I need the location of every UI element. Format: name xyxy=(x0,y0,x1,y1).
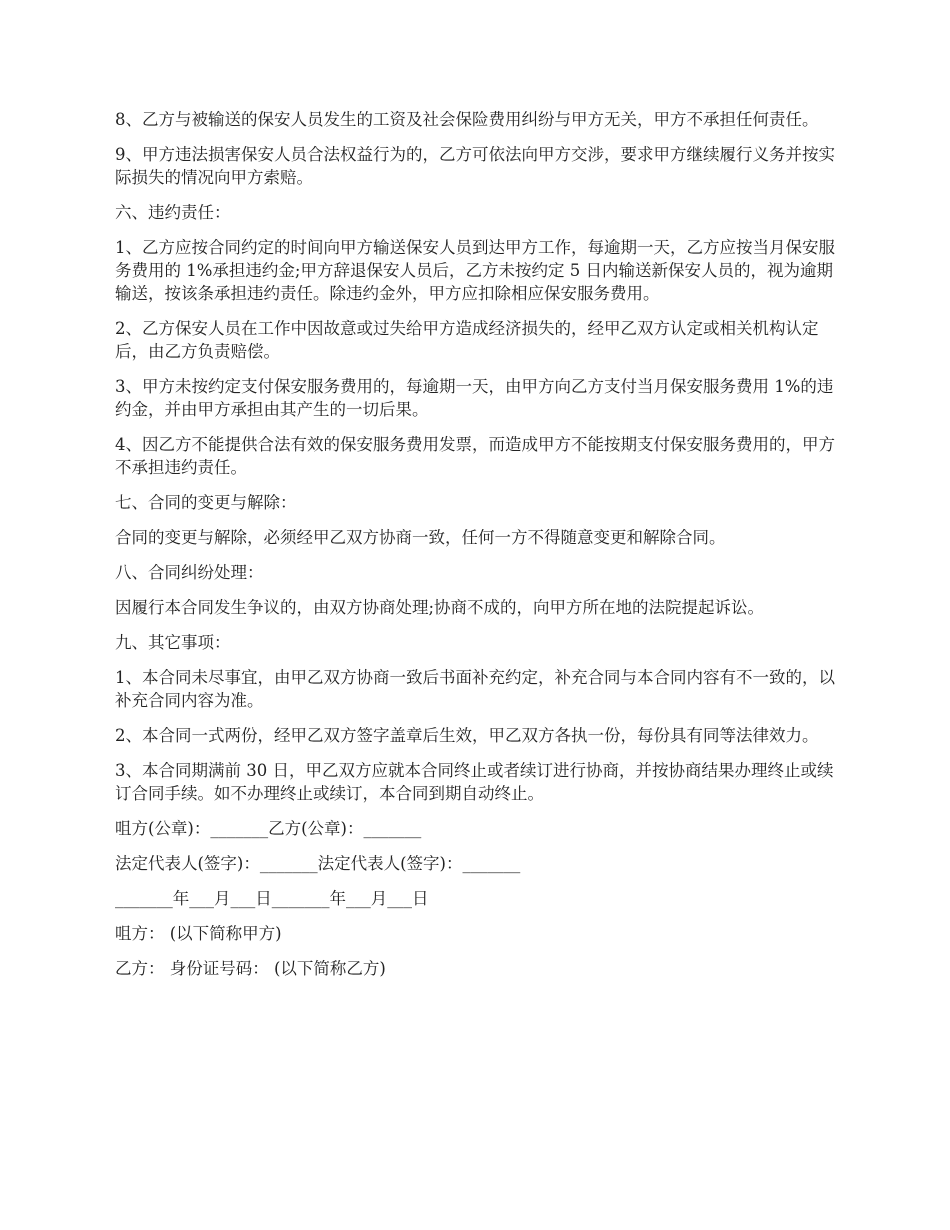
breach-clause-2: 2、乙方保安人员在工作中因故意或过失给甲方造成经济损失的，经甲乙双方认定或相关机构认定后，由乙方负责赔偿。 xyxy=(115,319,819,361)
clause-9: 9、甲方违法损害保安人员合法权益行为的，乙方可依法向甲方交涉，要求甲方继续履行义务并按实际损失的情况向甲方索赔。 xyxy=(115,145,835,187)
breach-clause-1: 1、乙方应按合同约定的时间向甲方输送保安人员到达甲方工作，每逾期一天，乙方应按当月保安服务费用的 1%承担违约金;甲方辞退保安人员后，乙方未按约定 5 日内输送新保安人员的，视为逾期输送，按该条承担违约责任。除违约金外，甲方应扣除相应保安服务费用。 xyxy=(115,238,835,303)
party-b-line: 乙方： 身份证号码： (以下简称乙方) xyxy=(115,959,386,978)
signature-date-line: _______年___月___日_______年___月___日 xyxy=(115,889,429,908)
breach-clause-3: 3、甲方未按约定支付保安服务费用的，每逾期一天，由甲方向乙方支付当月保安服务费用 1%的违约金，并由甲方承担由其产生的一切后果。 xyxy=(115,377,834,419)
signature-representative-line: 法定代表人(签字)：_______法定代表人(签字)：_______ xyxy=(115,854,521,873)
document-body xyxy=(115,108,837,992)
section-heading-change: 七、合同的变更与解除： xyxy=(115,493,297,512)
clause-8: 8、乙方与被输送的保安人员发生的工资及社会保险费用纠纷与甲方无关，甲方不承担任何责任。 xyxy=(115,110,819,129)
other-clause-3: 3、本合同期满前 30 日，甲乙双方应就本合同终止或者续订进行协商，并按协商结果办理终止或续订合同手续。如不办理终止或续订，本合同到期自动终止。 xyxy=(115,761,834,803)
breach-clause-4: 4、因乙方不能提供合法有效的保安服务费用发票，而造成甲方不能按期支付保安服务费用的，甲方不承担违约责任。 xyxy=(115,435,835,477)
party-a-line: 咀方： (以下简称甲方) xyxy=(115,924,282,943)
change-clause: 合同的变更与解除，必须经甲乙双方协商一致，任何一方不得随意变更和解除合同。 xyxy=(115,528,726,547)
section-heading-other: 九、其它事项： xyxy=(115,633,231,652)
section-heading-dispute: 八、合同纠纷处理： xyxy=(115,563,264,582)
dispute-clause: 因履行本合同发生争议的，由双方协商处理;协商不成的，向甲方所在地的法院提起诉讼。 xyxy=(115,598,765,617)
signature-seal-line: 咀方(公章)：_______乙方(公章)：_______ xyxy=(115,819,422,838)
other-clause-1: 1、本合同未尽事宜，由甲乙双方协商一致后书面补充约定，补充合同与本合同内容有不一致的，以补充合同内容为准。 xyxy=(115,668,835,710)
section-heading-breach: 六、违约责任： xyxy=(115,203,231,222)
other-clause-2: 2、本合同一式两份，经甲乙双方签字盖章后生效，甲乙双方各执一份，每份具有同等法律效力。 xyxy=(115,726,819,745)
